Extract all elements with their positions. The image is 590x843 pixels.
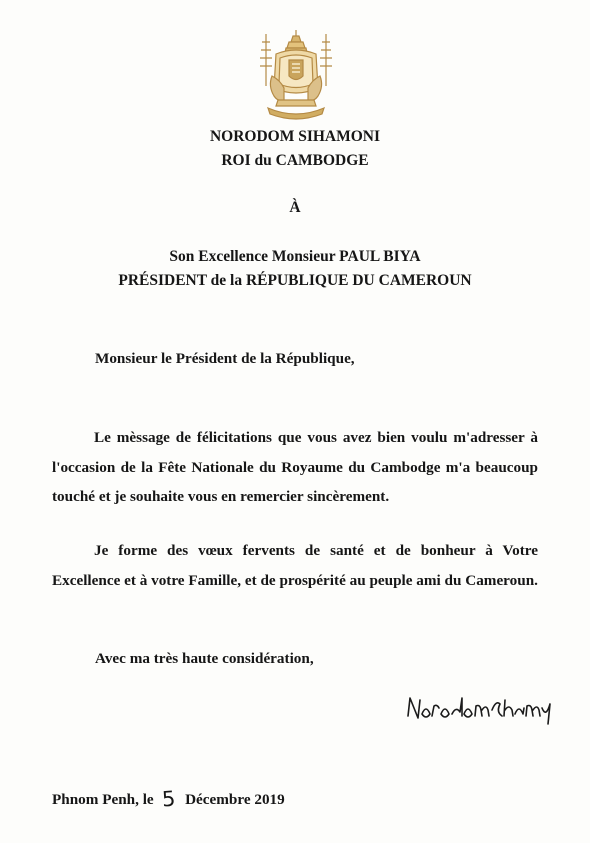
date-line bbox=[52, 785, 285, 812]
royal-crest-icon bbox=[258, 28, 334, 120]
date-place: Phnom Penh, le bbox=[52, 791, 154, 808]
body-paragraph-2 bbox=[52, 536, 538, 595]
handwritten-signature-icon bbox=[404, 690, 554, 726]
to-marker: À bbox=[289, 199, 301, 216]
closing-line: Avec ma très haute considération, bbox=[95, 650, 314, 667]
date-month-year: Décembre 2019 bbox=[185, 791, 285, 808]
sender-title: ROI du CAMBODGE bbox=[221, 152, 369, 169]
body-paragraph-1 bbox=[52, 423, 538, 512]
paragraph-2-text: Je forme des vœux fervents de santé et de bonheur à Votre Excellence et à votre Famille, et de prospérité au peuple ami du Cameroun. bbox=[52, 542, 538, 589]
date-day: 5 bbox=[160, 786, 176, 812]
paragraph-1-text: Le mèssage de félicitations que vous avez bien voulu m'adresser à l'occasion de la Fête Nationale du Royaume du Cambodge m'a beaucoup touché et je souhaite vous en remercier sincèrement. bbox=[52, 429, 538, 505]
sender-name: NORODOM SIHAMONI bbox=[209, 128, 381, 145]
salutation: Monsieur le Président de la République, bbox=[95, 350, 355, 367]
recipient-name: Son Excellence Monsieur PAUL BIYA bbox=[169, 248, 421, 265]
recipient-title: PRÉSIDENT de la RÉPUBLIQUE DU CAMEROUN bbox=[118, 272, 472, 289]
